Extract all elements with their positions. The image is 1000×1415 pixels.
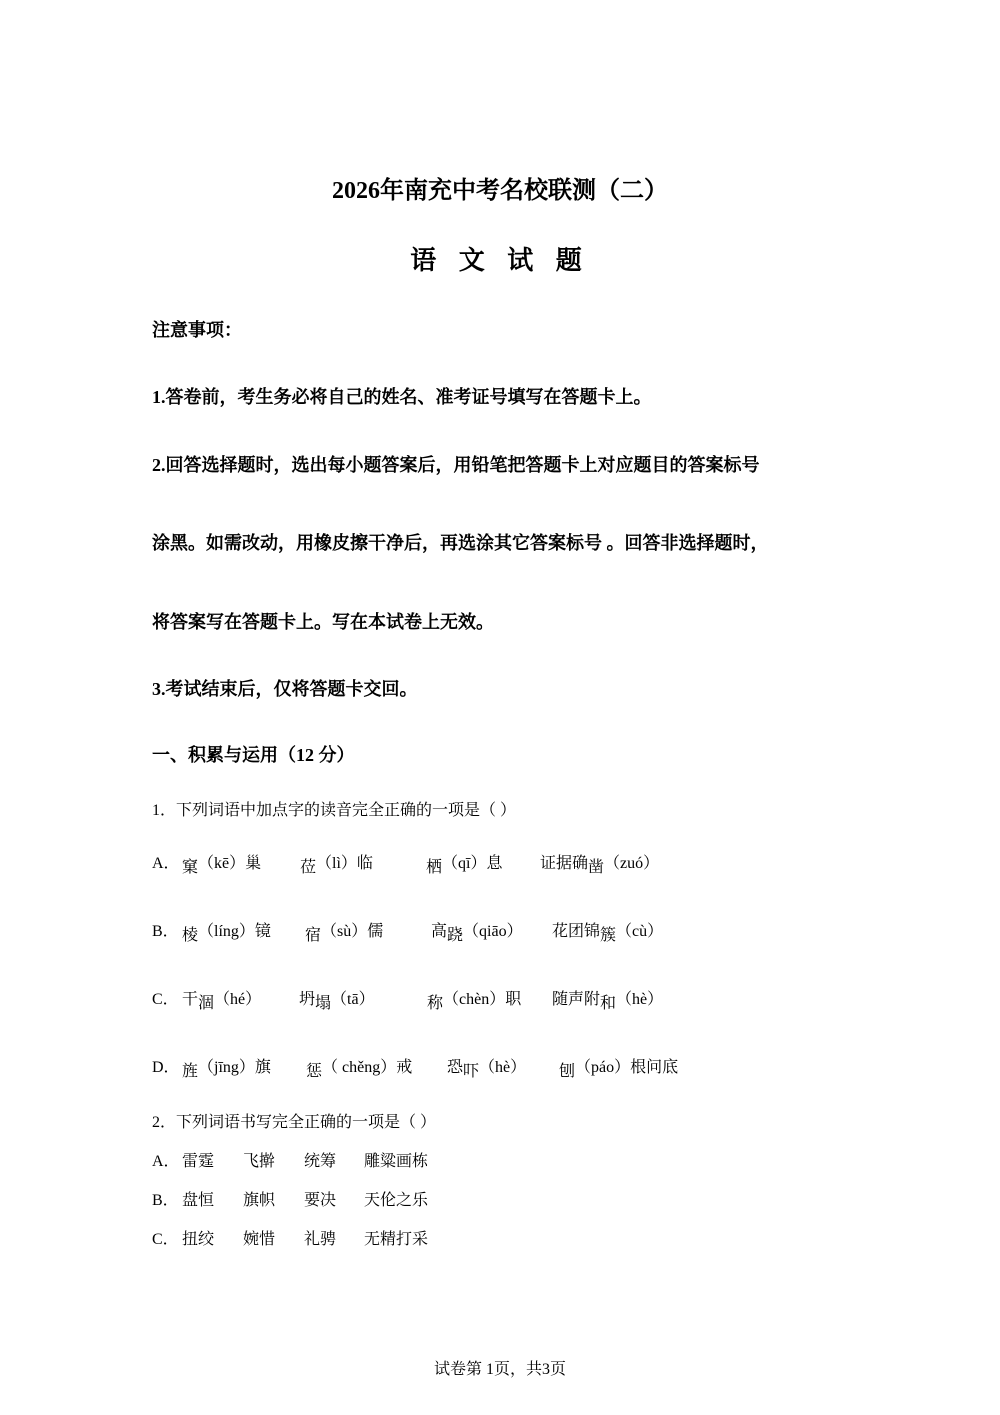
dotted-char: 和 bbox=[600, 995, 617, 1012]
q1-option-b-item-3: 高跷（qiāo） bbox=[431, 923, 523, 944]
q2-option-a-word-2: 飞擀 bbox=[243, 1153, 276, 1170]
dotted-char: 棱 bbox=[182, 927, 199, 944]
dotted-char: 窠 bbox=[182, 859, 199, 876]
q1-option-c-label: C． bbox=[152, 991, 179, 1008]
q1-option-b-item-2: 宿（sù）儒 bbox=[305, 923, 384, 944]
q1-option-c-item-2: 坍塌（tā） bbox=[299, 991, 375, 1012]
dotted-char: 簇 bbox=[600, 927, 617, 944]
notice-item-1: 1.答卷前，考生务必将自己的姓名、准考证号填写在答题卡上。 bbox=[152, 387, 652, 407]
q2-option-b-word-4: 天伦之乐 bbox=[364, 1192, 429, 1209]
notice-item-2-line-1: 2.回答选择题时，选出每小题答案后，用铅笔把答题卡上对应题目的答案标号 bbox=[152, 455, 760, 475]
q1-option-a-item-3: 栖（qī）息 bbox=[426, 855, 503, 876]
q1-option-a-item-4: 证据确凿（zuó） bbox=[540, 855, 660, 876]
dotted-char: 凿 bbox=[588, 859, 605, 876]
dotted-char: 称 bbox=[427, 995, 444, 1012]
q2-option-a-label: A． bbox=[152, 1153, 180, 1170]
q1-option-d-item-3: 恐吓（hè） bbox=[447, 1059, 527, 1080]
q1-option-d-item-4: 刨（páo）根问底 bbox=[559, 1059, 679, 1080]
q1-option-d-item-1: 旌（jīng）旗 bbox=[182, 1059, 271, 1080]
q1-option-b-label: B． bbox=[152, 923, 179, 940]
q1-option-c-item-4: 随声附和（hè） bbox=[552, 991, 664, 1012]
q2-option-a-word-1: 雷霆 bbox=[182, 1153, 215, 1170]
q2-option-c-word-3: 礼骋 bbox=[304, 1231, 337, 1248]
notice-item-2-line-2: 涂黑。如需改动，用橡皮擦干净后，再选涂其它答案标号 。回答非选择题时， bbox=[152, 533, 769, 553]
question-1-stem: 1．下列词语中加点字的读音完全正确的一项是（ ） bbox=[152, 802, 517, 819]
exam-title: 2026年南充中考名校联测（二） bbox=[332, 178, 668, 204]
q1-option-c-item-1: 干涸（hé） bbox=[182, 991, 262, 1012]
q2-option-c-word-1: 扭绞 bbox=[182, 1231, 215, 1248]
dotted-char: 涸 bbox=[198, 995, 215, 1012]
q2-option-b-word-3: 要决 bbox=[304, 1192, 337, 1209]
q2-option-a-word-3: 统筹 bbox=[304, 1153, 337, 1170]
q2-option-c-word-4: 无精打采 bbox=[364, 1231, 429, 1248]
q1-option-c-item-3: 称（chèn）职 bbox=[427, 991, 522, 1012]
notice-item-2-line-3: 将答案写在答题卡上。写在本试卷上无效。 bbox=[152, 612, 494, 632]
q2-option-b-word-2: 旗帜 bbox=[243, 1192, 276, 1209]
dotted-char: 莅 bbox=[300, 859, 317, 876]
q1-option-a-label: A． bbox=[152, 855, 180, 872]
dotted-char: 宿 bbox=[305, 927, 322, 944]
dotted-char: 栖 bbox=[426, 859, 443, 876]
q2-option-a-word-4: 雕粱画栋 bbox=[364, 1153, 429, 1170]
notice-item-3: 3.考试结束后，仅将答题卡交回。 bbox=[152, 679, 418, 699]
q1-option-a-item-2: 莅（lì）临 bbox=[300, 855, 373, 876]
question-2-stem: 2．下列词语书写完全正确的一项是（ ） bbox=[152, 1114, 437, 1131]
page-footer: 试卷第 1页，共3页 bbox=[433, 1361, 566, 1378]
q1-option-d-label: D． bbox=[152, 1059, 180, 1076]
notice-heading: 注意事项： bbox=[152, 320, 242, 340]
q2-option-b-label: B． bbox=[152, 1192, 179, 1209]
dotted-char: 旌 bbox=[182, 1063, 199, 1080]
q1-option-b-item-1: 棱（líng）镜 bbox=[182, 923, 271, 944]
q2-option-c-label: C． bbox=[152, 1231, 179, 1248]
q1-option-b-item-4: 花团锦簇（cù） bbox=[552, 923, 664, 944]
dotted-char: 刨 bbox=[559, 1063, 576, 1080]
dotted-char: 惩 bbox=[306, 1063, 323, 1080]
q2-option-b-word-1: 盘恒 bbox=[182, 1192, 215, 1209]
subject-title: 语 文 试 题 bbox=[410, 246, 590, 275]
q1-option-a-item-1: 窠（kē）巢 bbox=[182, 855, 262, 876]
dotted-char: 跷 bbox=[447, 927, 464, 944]
dotted-char: 吓 bbox=[463, 1063, 480, 1080]
dotted-char: 塌 bbox=[315, 995, 332, 1012]
q1-option-d-item-2: 惩（ chěng）戒 bbox=[306, 1059, 413, 1080]
section-1-heading: 一、积累与运用（12 分） bbox=[152, 745, 355, 765]
q2-option-c-word-2: 婉惜 bbox=[243, 1231, 276, 1248]
